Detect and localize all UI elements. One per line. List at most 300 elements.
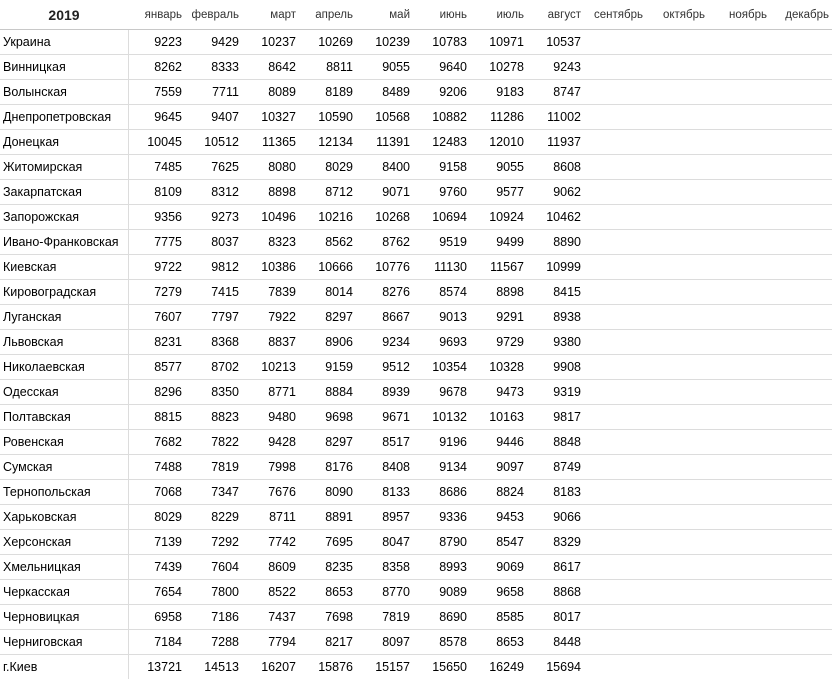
value-cell: 8939 [356,380,413,405]
value-cell: 8368 [185,330,242,355]
value-cell [584,255,646,280]
value-cell [708,55,770,80]
value-cell [708,580,770,605]
value-cell [646,430,708,455]
value-cell: 11937 [527,130,584,155]
table-row [0,580,832,605]
value-cell: 16207 [261,660,296,674]
value-cell: 7819 [185,455,242,480]
value-cell: 8562 [299,230,356,255]
value-cell: 8400 [356,155,413,180]
value-cell: 10237 [242,30,299,55]
value-cell [708,655,770,680]
value-cell: 9223 [128,30,185,55]
value-cell [770,530,832,555]
region-name-cell: Черкасская [0,580,128,605]
region-name-cell: Кировоградская [0,280,128,305]
month-header: май [356,0,413,30]
value-cell: 7922 [242,305,299,330]
table-row [0,105,832,130]
value-cell: 8747 [527,80,584,105]
value-cell: 9380 [527,330,584,355]
value-cell: 7347 [185,480,242,505]
value-cell [584,30,646,55]
table-row [0,55,832,80]
value-cell [708,605,770,630]
value-cell [584,330,646,355]
value-cell: 9908 [527,355,584,380]
value-cell [584,580,646,605]
value-cell: 7654 [128,580,185,605]
value-cell: 9693 [413,330,470,355]
table-row [0,230,832,255]
value-cell: 15157 [375,660,410,674]
value-cell: 7676 [242,480,299,505]
value-cell: 8276 [356,280,413,305]
value-cell [584,130,646,155]
value-cell: 6958 [128,605,185,630]
value-cell [770,55,832,80]
value-cell: 8938 [527,305,584,330]
value-cell [584,530,646,555]
value-cell [770,380,832,405]
value-cell [708,255,770,280]
value-cell [770,305,832,330]
value-cell [770,155,832,180]
value-cell: 7794 [242,630,299,655]
value-cell: 9658 [470,580,527,605]
value-cell: 8133 [356,480,413,505]
value-cell: 9453 [470,505,527,530]
region-name-cell: Тернопольская [0,480,128,505]
value-cell: 8109 [128,180,185,205]
value-cell [708,305,770,330]
value-cell: 7292 [185,530,242,555]
value-cell: 9183 [470,80,527,105]
value-cell [770,355,832,380]
value-cell: 7800 [185,580,242,605]
value-cell: 11567 [470,255,527,280]
value-cell [708,530,770,555]
value-cell: 10386 [242,255,299,280]
table-row [0,80,832,105]
value-cell: 10354 [413,355,470,380]
value-cell: 9722 [128,255,185,280]
value-cell: 8517 [356,430,413,455]
value-cell [708,230,770,255]
value-cell: 9066 [527,505,584,530]
value-cell [770,30,832,55]
value-cell: 7559 [128,80,185,105]
value-cell: 10999 [527,255,584,280]
month-header: октябрь [646,0,708,30]
value-cell: 7139 [128,530,185,555]
value-cell [708,105,770,130]
value-cell [584,280,646,305]
value-cell [708,130,770,155]
value-cell: 7797 [185,305,242,330]
value-cell: 9273 [185,205,242,230]
value-cell: 11286 [470,105,527,130]
value-cell [646,580,708,605]
table-body [0,30,832,680]
value-cell: 10327 [242,105,299,130]
value-cell [646,155,708,180]
value-cell: 9519 [413,230,470,255]
value-cell [646,355,708,380]
value-cell: 10132 [413,405,470,430]
value-cell: 10216 [299,205,356,230]
value-cell: 8189 [299,80,356,105]
value-cell: 8667 [356,305,413,330]
value-cell: 8297 [299,305,356,330]
value-cell: 8823 [185,405,242,430]
value-cell: 10783 [413,30,470,55]
value-cell: 9196 [413,430,470,455]
value-cell: 8029 [299,155,356,180]
value-cell: 8296 [128,380,185,405]
value-cell: 9671 [356,405,413,430]
region-name-cell: Хмельницкая [0,555,128,580]
value-cell: 8262 [128,55,185,80]
value-cell: 8762 [356,230,413,255]
value-cell [708,205,770,230]
region-name-cell: Закарпатская [0,180,128,205]
table-row [0,255,832,280]
value-cell [584,180,646,205]
region-name-cell: Черниговская [0,630,128,655]
value-cell: 13721 [147,660,182,674]
value-cell: 8884 [299,380,356,405]
value-cell: 10882 [413,105,470,130]
value-cell: 9678 [413,380,470,405]
value-cell: 10462 [527,205,584,230]
value-cell: 9356 [128,205,185,230]
value-cell [708,405,770,430]
value-cell: 8176 [299,455,356,480]
value-cell: 12010 [470,130,527,155]
value-cell: 8235 [299,555,356,580]
value-cell: 8047 [356,530,413,555]
value-cell: 7839 [242,280,299,305]
value-cell [584,630,646,655]
value-cell: 9512 [356,355,413,380]
value-cell: 8890 [527,230,584,255]
value-cell [584,555,646,580]
table-row [0,430,832,455]
value-cell: 8017 [527,605,584,630]
value-cell: 9097 [470,455,527,480]
value-cell [584,505,646,530]
region-name-cell: Житомирская [0,155,128,180]
value-cell [584,605,646,630]
value-cell: 8837 [242,330,299,355]
value-cell [584,355,646,380]
value-cell: 8350 [185,380,242,405]
month-header: август [527,0,584,30]
value-cell [770,405,832,430]
value-cell: 8029 [128,505,185,530]
value-cell [584,480,646,505]
value-cell: 8312 [185,180,242,205]
value-cell [770,205,832,230]
value-cell: 11365 [242,130,299,155]
value-cell: 8790 [413,530,470,555]
value-cell [770,280,832,305]
value-cell: 7775 [128,230,185,255]
table-row [0,30,832,55]
value-cell [646,255,708,280]
value-cell: 10268 [356,205,413,230]
value-cell [646,55,708,80]
value-cell [646,30,708,55]
value-cell: 8815 [128,405,185,430]
value-cell [584,205,646,230]
value-cell [708,430,770,455]
value-cell: 7698 [299,605,356,630]
value-cell: 7625 [185,155,242,180]
value-cell: 8868 [527,580,584,605]
region-name-cell: Днепропетровская [0,105,128,130]
value-cell: 9446 [470,430,527,455]
value-cell [708,555,770,580]
region-name-cell: Ивано-Франковская [0,230,128,255]
value-cell [770,655,832,680]
value-cell: 8415 [527,280,584,305]
value-cell: 8323 [242,230,299,255]
value-cell: 9645 [128,105,185,130]
value-cell: 12483 [413,130,470,155]
value-cell [646,280,708,305]
value-cell [708,80,770,105]
value-cell: 9243 [527,55,584,80]
value-cell: 8711 [242,505,299,530]
month-header: март [242,0,299,30]
region-name-cell: Ровенская [0,430,128,455]
value-cell [646,655,708,680]
value-cell: 8585 [470,605,527,630]
value-cell [646,405,708,430]
value-cell: 10269 [299,30,356,55]
value-cell [584,80,646,105]
value-cell: 7742 [242,530,299,555]
value-cell: 8906 [299,330,356,355]
value-cell: 8297 [299,430,356,455]
value-cell: 9291 [470,305,527,330]
value-cell [770,105,832,130]
value-cell: 8770 [356,580,413,605]
value-cell: 7711 [185,80,242,105]
value-cell [770,455,832,480]
value-cell: 8217 [299,630,356,655]
value-cell [646,480,708,505]
value-cell: 9428 [242,430,299,455]
value-cell [584,305,646,330]
table-row [0,380,832,405]
value-cell [646,330,708,355]
value-cell: 7184 [128,630,185,655]
value-cell: 7682 [128,430,185,455]
value-cell: 9159 [299,355,356,380]
value-cell: 8642 [242,55,299,80]
region-name-cell: Херсонская [0,530,128,555]
value-cell [646,605,708,630]
value-cell: 7068 [128,480,185,505]
region-name-cell: Николаевская [0,355,128,380]
value-cell: 9013 [413,305,470,330]
value-cell [770,180,832,205]
value-cell [584,655,646,680]
table-row [0,555,832,580]
value-cell: 8577 [128,355,185,380]
value-cell [708,30,770,55]
value-cell [584,230,646,255]
value-cell: 8898 [470,280,527,305]
value-cell: 7279 [128,280,185,305]
value-cell: 10239 [356,30,413,55]
value-cell [708,155,770,180]
value-cell [770,230,832,255]
value-cell: 8090 [299,480,356,505]
value-cell: 7439 [128,555,185,580]
month-header: сентябрь [584,0,646,30]
table-row [0,505,832,530]
value-cell: 10163 [470,405,527,430]
value-cell: 12134 [299,130,356,155]
value-cell: 8089 [242,80,299,105]
value-cell: 9234 [356,330,413,355]
table-row [0,305,832,330]
value-cell: 10666 [299,255,356,280]
value-cell: 9407 [185,105,242,130]
value-cell [770,580,832,605]
value-cell: 9817 [527,405,584,430]
value-cell [770,505,832,530]
value-cell: 8574 [413,280,470,305]
value-cell [646,630,708,655]
value-cell: 10971 [470,30,527,55]
value-cell: 8653 [470,630,527,655]
value-cell: 9429 [185,30,242,55]
value-cell: 10694 [413,205,470,230]
value-cell: 8489 [356,80,413,105]
value-cell: 9134 [413,455,470,480]
year-header: 2019 [0,0,128,30]
value-cell: 9499 [470,230,527,255]
region-name-cell: Украина [0,30,128,55]
value-cell: 8183 [527,480,584,505]
value-cell [584,405,646,430]
value-cell: 7488 [128,455,185,480]
value-cell [708,380,770,405]
value-cell: 10924 [470,205,527,230]
value-cell: 9158 [413,155,470,180]
value-cell: 7485 [128,155,185,180]
value-cell [770,430,832,455]
value-cell [646,130,708,155]
value-cell: 8957 [356,505,413,530]
table-row [0,480,832,505]
value-cell [584,105,646,130]
value-cell: 8848 [527,430,584,455]
value-cell [646,105,708,130]
value-cell: 7822 [185,430,242,455]
month-header: январь [128,0,185,30]
value-cell: 14513 [204,660,239,674]
value-cell: 8617 [527,555,584,580]
table-row [0,605,832,630]
value-cell [646,305,708,330]
value-cell: 7437 [242,605,299,630]
table-row [0,655,832,680]
value-cell: 8686 [413,480,470,505]
value-cell [708,505,770,530]
value-cell: 10568 [356,105,413,130]
value-cell: 10213 [242,355,299,380]
value-cell: 9055 [470,155,527,180]
value-cell [708,480,770,505]
value-cell [584,455,646,480]
header-row [0,0,832,30]
value-cell [770,255,832,280]
value-cell: 9812 [185,255,242,280]
value-cell: 10776 [356,255,413,280]
value-cell [770,130,832,155]
value-cell: 8578 [413,630,470,655]
value-cell: 7288 [185,630,242,655]
table-row [0,330,832,355]
value-cell: 7695 [299,530,356,555]
region-name-cell: Запорожская [0,205,128,230]
value-cell [646,80,708,105]
value-cell [646,180,708,205]
value-cell: 8333 [185,55,242,80]
value-cell: 15650 [432,660,467,674]
month-header: июль [470,0,527,30]
value-cell [584,55,646,80]
value-cell [770,555,832,580]
region-name-cell: Черновицкая [0,605,128,630]
value-cell: 8749 [527,455,584,480]
value-cell: 8229 [185,505,242,530]
value-cell: 9698 [299,405,356,430]
value-cell: 8771 [242,380,299,405]
value-cell [646,505,708,530]
value-cell: 9062 [527,180,584,205]
value-cell: 8231 [128,330,185,355]
value-cell [708,630,770,655]
month-header: декабрь [770,0,832,30]
value-cell: 11130 [413,255,470,280]
value-cell: 9071 [356,180,413,205]
value-cell: 8653 [299,580,356,605]
value-cell: 8329 [527,530,584,555]
value-cell [770,330,832,355]
value-cell [708,280,770,305]
value-cell: 7819 [356,605,413,630]
value-cell: 7998 [242,455,299,480]
value-cell: 7607 [128,305,185,330]
region-name-cell: Львовская [0,330,128,355]
value-cell: 7186 [185,605,242,630]
table-row [0,180,832,205]
value-cell: 9069 [470,555,527,580]
table-row [0,630,832,655]
value-cell: 10328 [470,355,527,380]
value-cell: 8037 [185,230,242,255]
value-cell: 10590 [299,105,356,130]
month-header: ноябрь [708,0,770,30]
